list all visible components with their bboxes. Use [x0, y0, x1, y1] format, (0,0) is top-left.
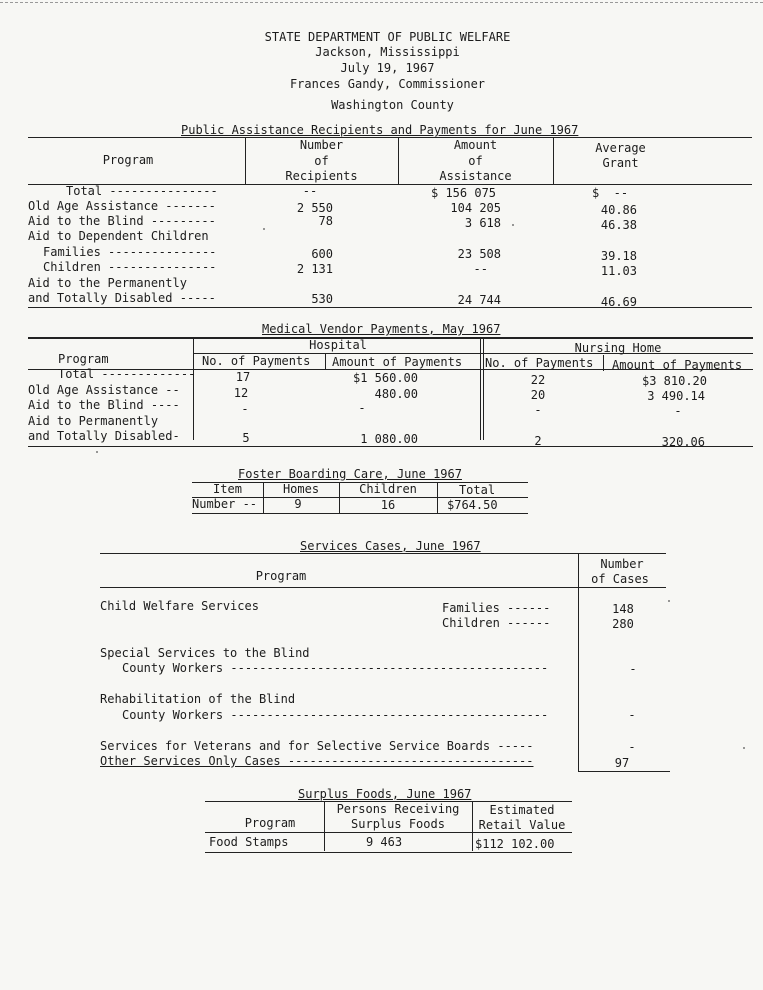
- row-label: Children: [43, 260, 101, 274]
- cell-amount: 3 618: [464, 216, 501, 230]
- col-header-amount-2: of: [468, 154, 483, 168]
- leader-dashes: ----: [143, 398, 180, 412]
- cell-special-blind: -: [629, 662, 637, 676]
- other-services-label: Other Services Only Cases ----------------------------------: [100, 754, 534, 768]
- cell-hospital-count: 17: [235, 370, 251, 384]
- cell-hospital-count: 5: [242, 431, 250, 445]
- cell-number: 78: [318, 214, 333, 228]
- mv-row-total: [58, 367, 195, 382]
- cell-children: 280: [612, 617, 634, 631]
- cell-children: 16: [380, 498, 396, 512]
- leader-dashes: ---------------: [102, 184, 218, 198]
- commissioner: Frances Gandy, Commissioner: [289, 77, 486, 91]
- leader-dashes: -----: [172, 291, 216, 305]
- cell-persons: 9 463: [365, 835, 403, 849]
- pa-row-aptd-heading: Aid to the Permanently: [28, 276, 187, 290]
- col-header-amount-1: Amount: [453, 138, 498, 152]
- col-header-hospital-amount: Amount of Payments: [332, 355, 463, 369]
- table-rule: [578, 771, 670, 772]
- table-rule: [28, 307, 752, 308]
- cell-amount: $ 156 075: [431, 186, 497, 200]
- cell-number: 530: [311, 292, 333, 306]
- row-label: and Totally Disabled: [28, 291, 173, 305]
- col-header-number-3: Recipients: [285, 169, 358, 183]
- cell-nursing-count: 2: [534, 434, 542, 448]
- rehab-blind-sub: County Workers --------------------------------------------: [122, 708, 549, 722]
- cell-hospital-amount: -: [358, 401, 366, 415]
- row-label: Aid to the Blind: [28, 214, 144, 228]
- leader-dashes: ---------------: [100, 245, 217, 259]
- table-rule: [205, 832, 572, 833]
- row-label: Aid to the Blind: [28, 398, 144, 412]
- cell-item: Number --: [192, 497, 258, 511]
- column-divider: [325, 353, 326, 369]
- cell-number: --: [302, 184, 318, 198]
- cell-number: 600: [311, 247, 333, 261]
- leader-dashes: -------------: [94, 367, 196, 381]
- scan-speck: [668, 600, 670, 602]
- col-header-homes: Homes: [282, 482, 320, 496]
- special-blind-sub: County Workers --------------------------------------------: [122, 661, 549, 675]
- cell-hospital-amount: $1 560.00: [352, 371, 418, 385]
- cell-homes: 9: [294, 497, 302, 511]
- row-label: Total: [58, 367, 95, 381]
- cell-average: 46.38: [600, 218, 637, 232]
- cell-nursing-amount: -: [674, 404, 682, 418]
- leader-dashes: ---------------: [100, 260, 217, 274]
- table-rule: [192, 513, 528, 514]
- veterans-label: Services for Veterans and for Selective Service Boards -----: [100, 739, 534, 753]
- cell-amount: 104 205: [450, 201, 501, 215]
- leader-dashes: -------: [158, 199, 216, 213]
- col-header-program: Program: [102, 153, 154, 167]
- cell-average: 11.03: [600, 264, 637, 278]
- cell-hospital-count: 12: [233, 386, 249, 400]
- pa-row-families: [43, 245, 216, 260]
- row-label: Old Age Assistance: [28, 383, 159, 397]
- cell-average: $ --: [592, 186, 629, 200]
- col-header-persons-2: Surplus Foods: [351, 817, 445, 831]
- county: Washington County: [331, 98, 454, 112]
- special-blind-label: Special Services to the Blind: [100, 646, 310, 660]
- mv-row-aptd: and Totally Disabled-: [28, 429, 180, 443]
- cell-veterans: -: [628, 740, 636, 754]
- col-header-number-2: of: [314, 154, 329, 168]
- cell-average: 39.18: [600, 249, 637, 263]
- cell-number: 2 550: [296, 201, 333, 215]
- pa-row-total: [66, 184, 218, 199]
- department-name: STATE DEPARTMENT OF PUBLIC WELFARE: [264, 30, 511, 44]
- cell-program: Food Stamps: [209, 835, 289, 849]
- cell-value: $112 102.00: [475, 837, 555, 851]
- cell-nursing-count: -: [534, 403, 542, 417]
- pa-row-adc-heading: Aid to Dependent Children: [28, 229, 209, 243]
- cell-nursing-count: 22: [530, 373, 546, 387]
- col-header-program: Program: [58, 352, 109, 366]
- page-top-edge: [0, 2, 763, 3]
- row-label: Families: [43, 245, 101, 259]
- cell-nursing-amount: 3 490.14: [647, 389, 705, 403]
- pa-row-blind: [28, 214, 216, 229]
- table-rule: [205, 852, 572, 853]
- mv-row-old-age: [28, 383, 180, 398]
- scan-speck: [263, 228, 265, 230]
- leader-dashes: ------‑--: [143, 214, 216, 228]
- cell-families: 148: [612, 602, 634, 616]
- cell-amount: 24 744: [457, 293, 501, 307]
- col-header-value-2: Retail Value: [478, 818, 566, 832]
- scan-speck: [743, 747, 745, 749]
- pa-row-children: [43, 260, 216, 275]
- scan-speck: [96, 451, 98, 453]
- child-welfare-label: Child Welfare Services: [100, 599, 259, 613]
- cell-number: 2 131: [296, 262, 333, 276]
- col-header-number-2: of Cases: [591, 572, 649, 586]
- col-header-program: Program: [244, 816, 296, 830]
- cell-amount: --: [473, 262, 488, 276]
- cell-rehab-blind: -: [628, 708, 636, 722]
- foster-care-title: Foster Boarding Care, June 1967: [238, 467, 462, 481]
- cell-nursing-amount: 320.06: [661, 435, 705, 449]
- group-hospital: Hospital: [309, 338, 367, 352]
- cell-amount: 23 508: [457, 247, 501, 261]
- row-label: Old Age Assistance: [28, 199, 159, 213]
- cell-average: 40.86: [600, 203, 637, 217]
- pa-row-old-age: [28, 199, 216, 214]
- col-header-average-2: Grant: [602, 156, 639, 170]
- col-header-persons-1: Persons Receiving: [336, 802, 460, 816]
- leader-dashes: --: [158, 383, 180, 397]
- report-date: July 19, 1967: [340, 61, 435, 75]
- group-nursing-home: Nursing Home: [574, 341, 662, 355]
- cell-total: $764.50: [447, 498, 498, 512]
- col-header-average-1: Average: [595, 141, 646, 155]
- services-title: Services Cases, June 1967: [300, 539, 481, 553]
- public-assistance-title: Public Assistance Recipients and Payments for June 1967: [181, 123, 579, 137]
- row-label: Total: [66, 184, 103, 198]
- mv-row-blind: [28, 398, 180, 413]
- col-header-value-1: Estimated: [489, 803, 555, 817]
- col-header-total: Total: [458, 483, 496, 497]
- col-header-program: Program: [255, 569, 307, 583]
- table-rule: [28, 446, 753, 447]
- families-label: Families ------: [442, 601, 551, 615]
- mv-row-aptd-heading: Aid to Permanently: [28, 414, 159, 428]
- rehab-blind-label: Rehabilitation of the Blind: [100, 692, 296, 706]
- surplus-foods-title: Surplus Foods, June 1967: [298, 787, 472, 801]
- table-rule: [100, 587, 666, 588]
- cell-other-services: 97: [614, 756, 630, 770]
- city: Jackson, Mississippi: [315, 45, 460, 59]
- col-header-hospital-count: No. of Payments: [202, 354, 311, 368]
- children-label: Children ------: [442, 616, 551, 630]
- col-header-children: Children: [359, 482, 417, 496]
- cell-hospital-amount: 1 080.00: [360, 432, 418, 446]
- cell-hospital-count: -: [241, 402, 249, 416]
- col-header-number-1: Number: [600, 557, 644, 571]
- column-divider: [480, 337, 481, 440]
- cell-hospital-amount: 480.00: [374, 387, 418, 401]
- col-header-item: Item: [213, 482, 242, 496]
- table-rule: [100, 553, 666, 554]
- scan-speck: [512, 224, 514, 226]
- cell-average: 46.69: [600, 295, 637, 309]
- col-header-nursing-count: No. of Payments: [485, 356, 594, 370]
- col-header-nursing-amount: Amount of Payments: [612, 358, 743, 372]
- col-header-number-1: Number: [299, 138, 344, 152]
- cell-nursing-count: 20: [530, 388, 546, 402]
- col-header-amount-3: Assistance: [439, 169, 512, 183]
- cell-nursing-amount: $3 810.20: [641, 374, 707, 388]
- pa-row-aptd: [28, 291, 216, 306]
- medical-vendor-title: Medical Vendor Payments, May 1967: [262, 322, 501, 336]
